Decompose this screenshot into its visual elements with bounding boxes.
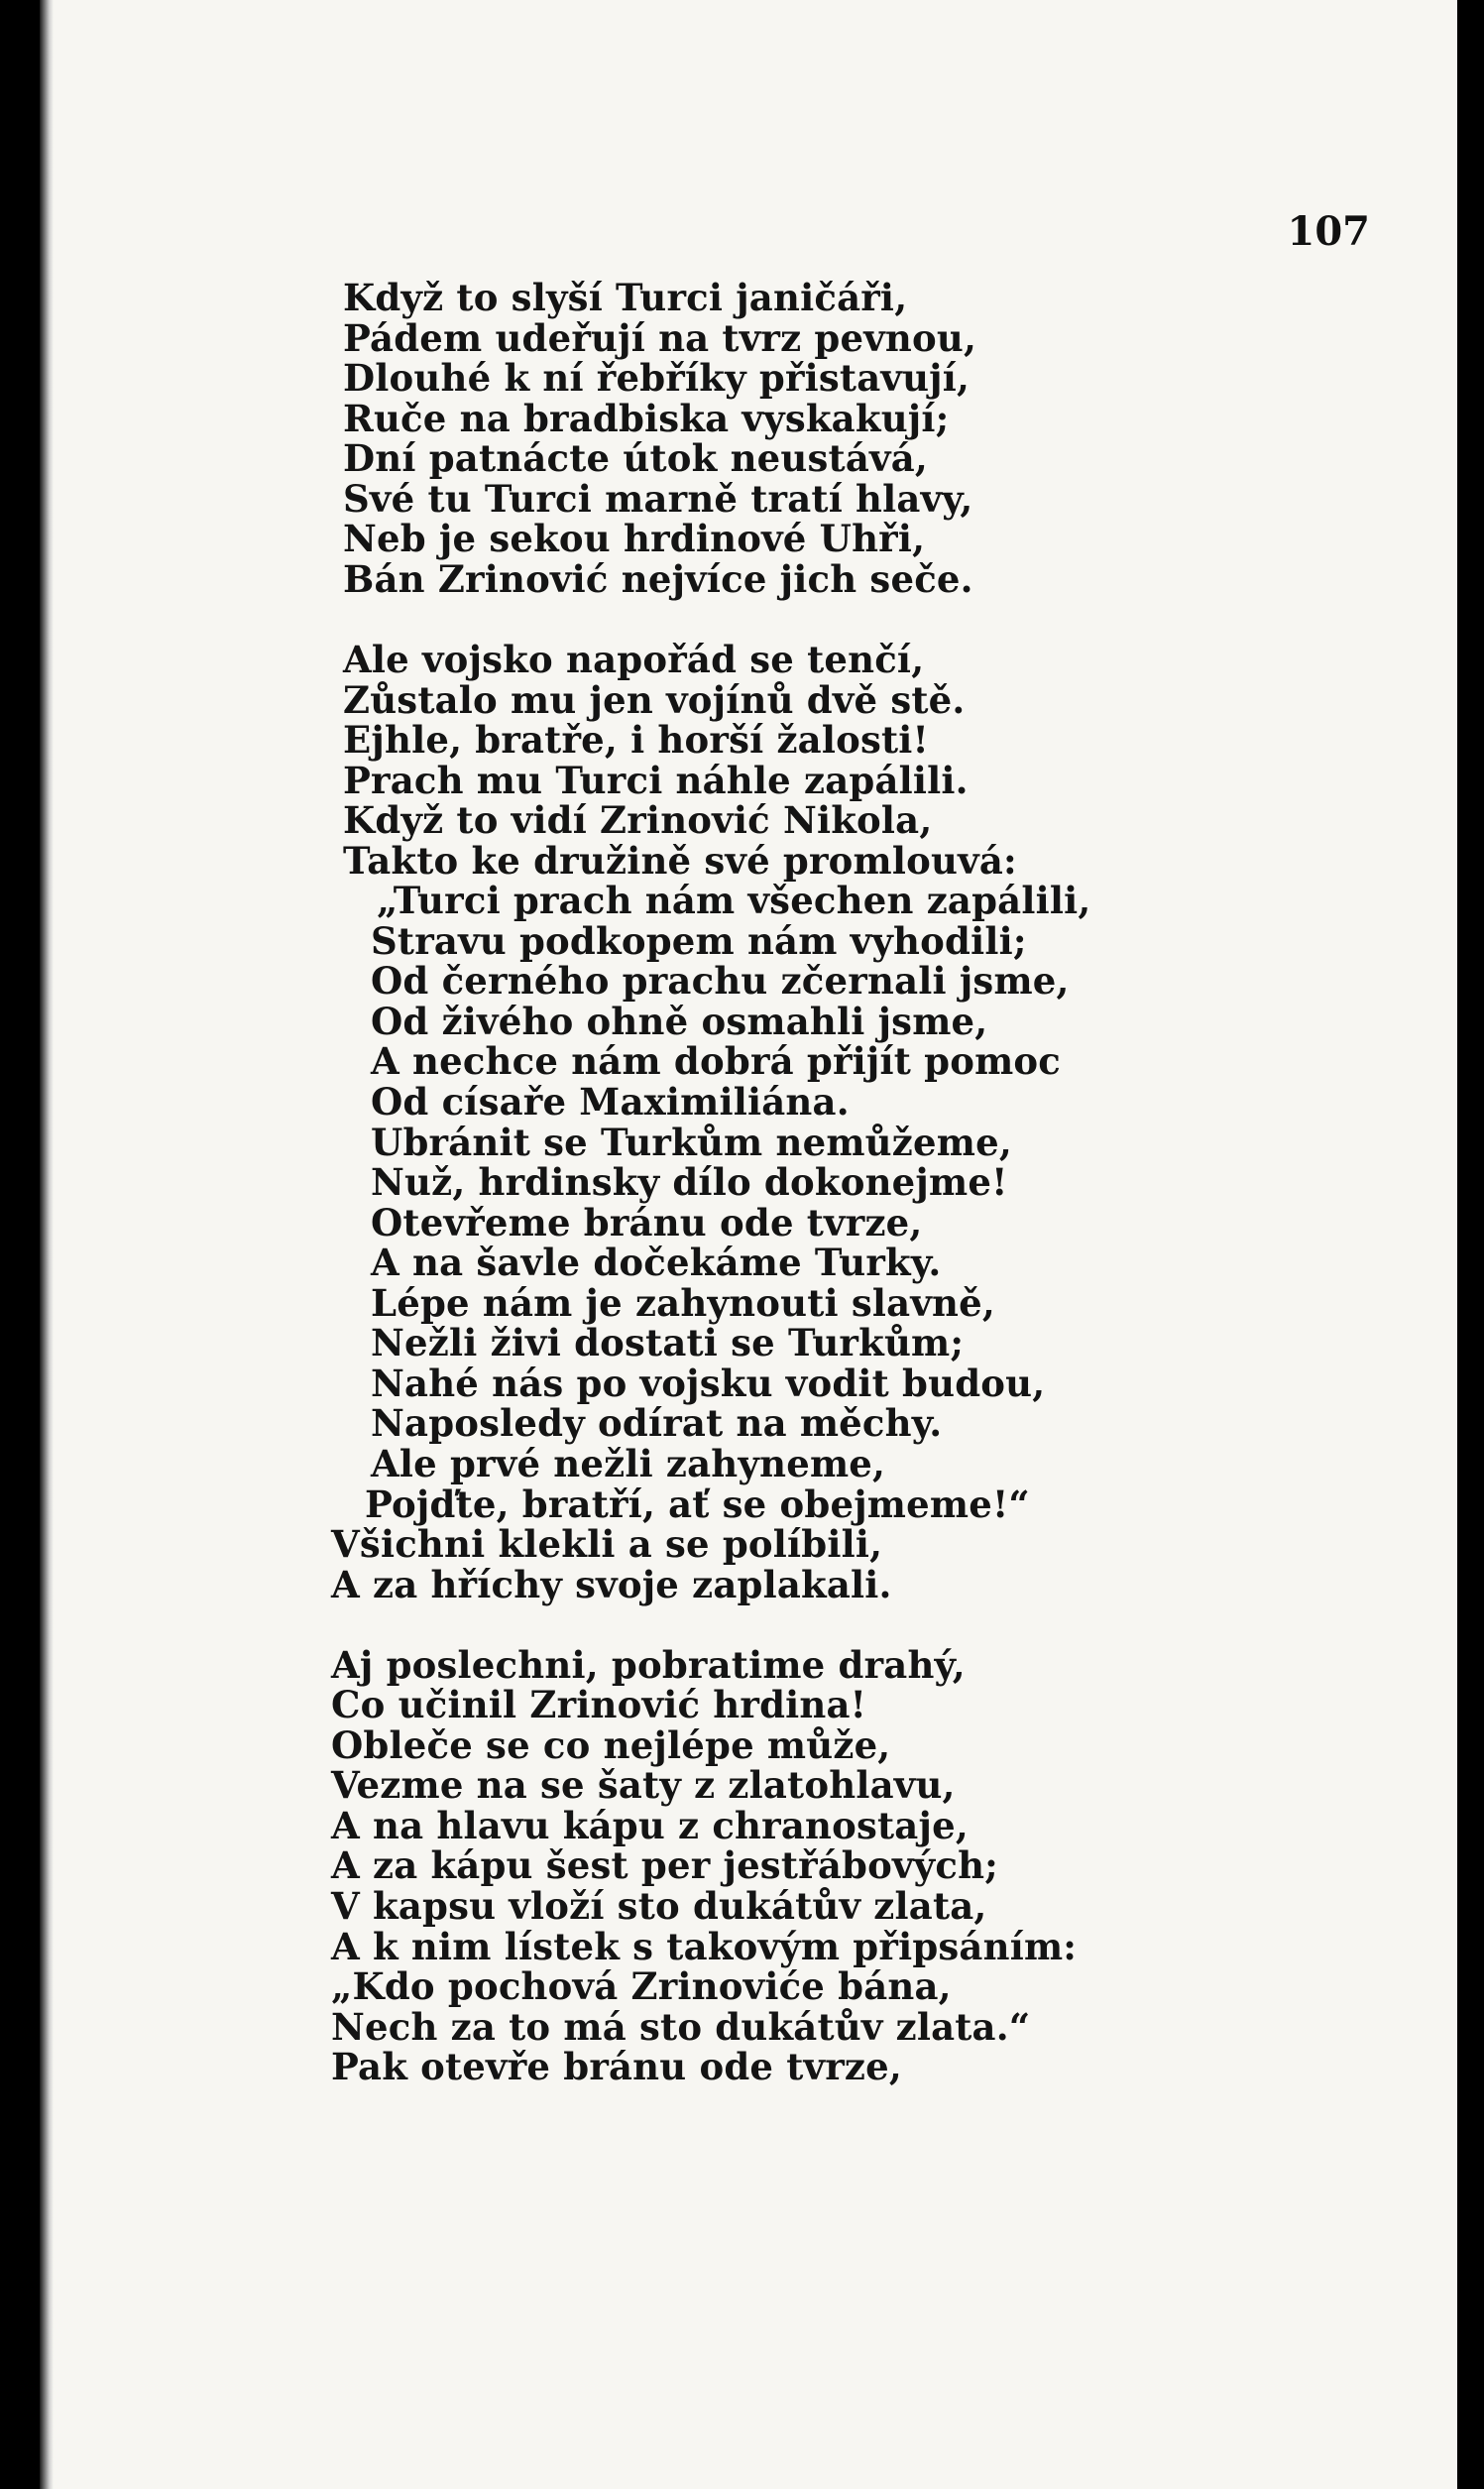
poem-line: Nežli živi dostati se Turkům; bbox=[371, 1321, 965, 1365]
poem-line: Naposledy odírat na měchy. bbox=[371, 1401, 943, 1446]
poem-line: Své tu Turci marně tratí hlavy, bbox=[343, 476, 973, 521]
poem-line: V kapsu vloží sto dukátův zlata, bbox=[331, 1884, 987, 1928]
poem-line: Od živého ohně osmahli jsme, bbox=[371, 999, 988, 1043]
poem-line: Ale vojsko napořád se tenčí, bbox=[343, 637, 925, 681]
poem-line: A na hlavu kápu z chranostaje, bbox=[331, 1803, 969, 1847]
poem-line: Otevřeme bránu ode tvrze, bbox=[371, 1200, 923, 1244]
poem-line: Nahé nás po vojsku vodit budou, bbox=[371, 1361, 1046, 1405]
poem-line: A za hříchy svoje zaplakali. bbox=[331, 1562, 892, 1606]
poem-line: Bán Zrinović nejvíce jich seče. bbox=[343, 556, 973, 601]
poem-line: Dlouhé k ní řebříky přistavují, bbox=[343, 356, 970, 401]
poem-line: Když to slyší Turci janičáři, bbox=[343, 276, 908, 319]
poem-line: Pak otevře bránu ode tvrze, bbox=[331, 2045, 902, 2089]
poem-line: Neb je sekou hrdinové Uhři, bbox=[343, 517, 926, 561]
page-number: 107 bbox=[1287, 208, 1370, 255]
poem-line: Ale prvé nežli zahyneme, bbox=[371, 1441, 886, 1485]
poem-line: „Turci prach nám všechen zapálili, bbox=[377, 879, 1091, 923]
poem-line: Co učinil Zrinović hrdina! bbox=[331, 1683, 867, 1727]
book-page bbox=[40, 0, 1457, 2489]
poem-line: Stravu podkopem nám vyhodili; bbox=[371, 918, 1027, 963]
poem-line: Prach mu Turci náhle zapálili. bbox=[343, 758, 969, 802]
poem-line: Všichni klekli a se políbili, bbox=[331, 1522, 883, 1567]
poem-line: A k nim lístek s takovým připsáním: bbox=[331, 1924, 1078, 1968]
poem-line: Když to vidí Zrinović Nikola, bbox=[343, 798, 933, 843]
poem-line: Od císaře Maximiliána. bbox=[371, 1080, 850, 1124]
poem-line: Ubránit se Turkům nemůžeme, bbox=[371, 1120, 1012, 1164]
poem-line: Vezme na se šaty z zlatohlavu, bbox=[331, 1763, 956, 1808]
poem-line: Pojďte, bratří, ať se obejmeme!“ bbox=[365, 1482, 1030, 1526]
poem-line: Lépe nám je zahynouti slavně, bbox=[371, 1280, 995, 1325]
poem-line: Ejhle, bratře, i horší žalosti! bbox=[343, 718, 929, 763]
poem-line: Zůstalo mu jen vojínů dvě stě. bbox=[343, 677, 966, 722]
poem-line: Od černého prachu zčernali jsme, bbox=[371, 959, 1070, 1004]
poem-line: Ruče na bradbiska vyskakují; bbox=[343, 396, 950, 440]
poem-line: Nech za to má sto dukátův zlata.“ bbox=[331, 2004, 1031, 2049]
poem-line: Obleče se co nejlépe může, bbox=[331, 1722, 891, 1767]
poem-line: A nechce nám dobrá přijít pomoc bbox=[371, 1039, 1062, 1084]
poem-line: Dní patnácte útok neustává, bbox=[343, 436, 928, 481]
poem-line: „Kdo pochová Zrinoviće bána, bbox=[331, 1964, 952, 2009]
poem-line: Pádem udeřují na tvrz pevnou, bbox=[343, 315, 977, 360]
poem-text bbox=[40, 0, 1457, 2489]
poem-line: Aj poslechni, pobratime drahý, bbox=[331, 1642, 966, 1687]
poem-line: Nuž, hrdinsky dílo dokonejme! bbox=[371, 1160, 1008, 1205]
poem-line: Takto ke družině své promlouvá: bbox=[343, 838, 1017, 883]
poem-line: A za kápu šest per jestřábových; bbox=[331, 1843, 999, 1888]
poem-line: A na šavle dočekáme Turky. bbox=[371, 1241, 942, 1285]
